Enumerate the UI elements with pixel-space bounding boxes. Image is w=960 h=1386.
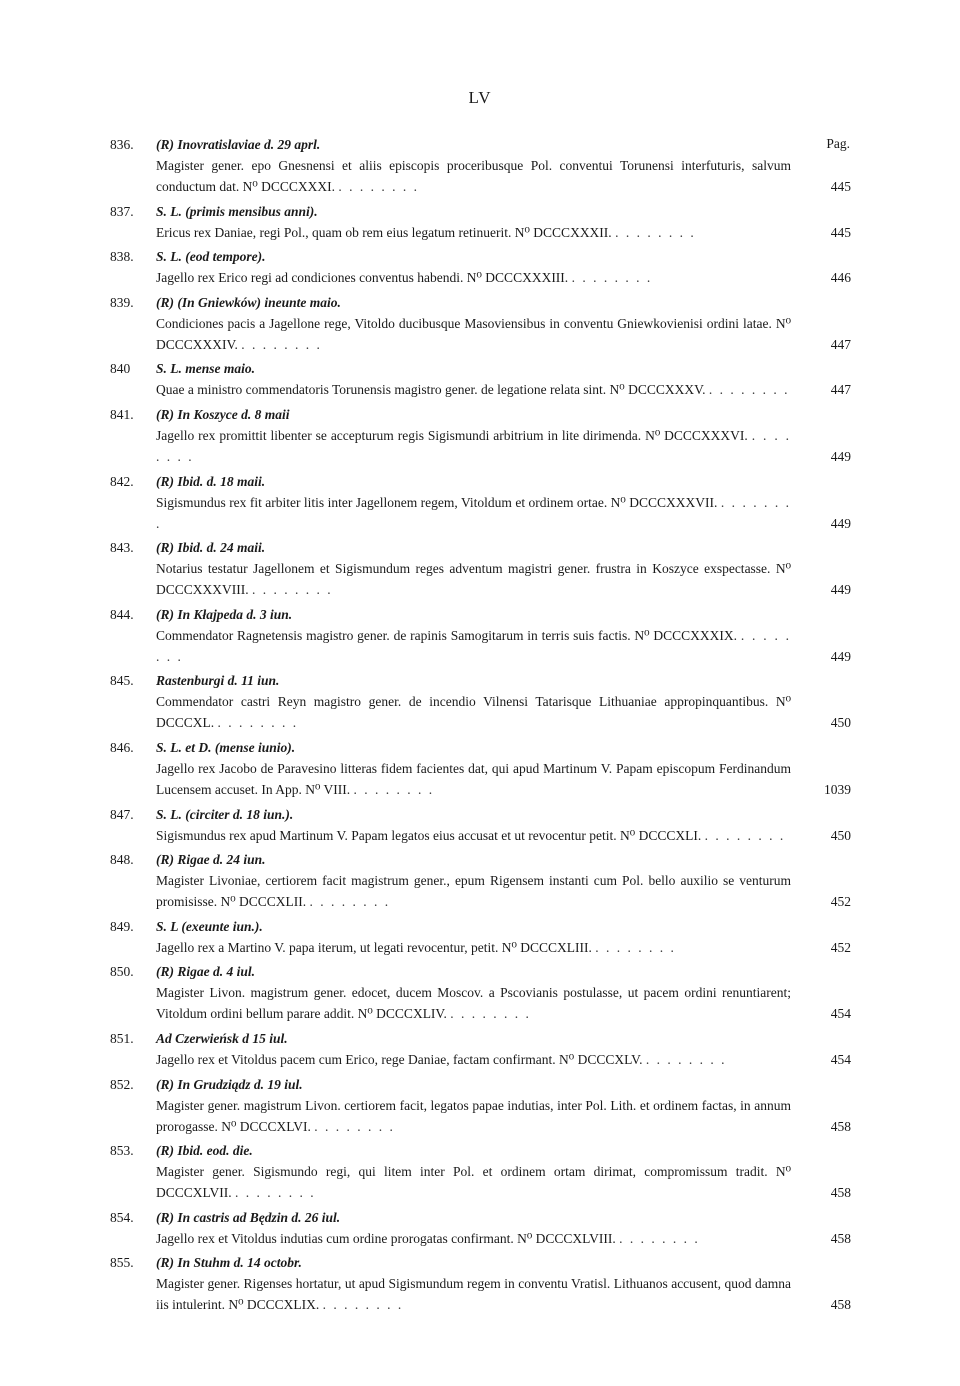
entry-number: 848. <box>110 852 134 868</box>
entry-heading <box>110 849 855 870</box>
dot-leader: . . . . . . . . <box>309 894 391 910</box>
entry-description <box>110 1095 855 1137</box>
entry-number: 853. <box>110 1143 134 1159</box>
entry-number: 837. <box>110 203 134 219</box>
entry-text: Magister gener. epo Gnesnensi et aliis episcopis proceribusque Pol. conventui Torunensi interfuturis, salvum conductum dat. N⁰ DCCCXXXI. <box>156 158 791 194</box>
entry-number: 836. <box>110 137 134 152</box>
entry-place-date: (R) Inovratislaviae d. 29 aprl. <box>156 137 321 152</box>
entry-description <box>110 558 855 600</box>
entry-place-date: S. L (exeunte iun.). <box>156 918 263 934</box>
entry-heading <box>110 134 855 155</box>
dot-leader: . . . . . . . . <box>217 715 299 731</box>
dot-leader: . . . . . . . . <box>619 1230 700 1246</box>
regest-entry <box>110 358 855 400</box>
entry-heading <box>110 404 855 425</box>
entry-text: Jagello rex a Martino V. papa iterum, ut legati revocentur, petit. N⁰ DCCCXLIII. <box>156 939 592 955</box>
entry-text: Sigismundus rex apud Martinum V. Papam legatos eius accusat et ut revocentur petit. N⁰ DCCCXLI. <box>156 827 702 843</box>
entry-heading <box>110 471 855 492</box>
entry-text: Jagello rex et Vitoldus indutias cum ordine prorogatas confirmant. N⁰ DCCCXLVIII. <box>156 1230 616 1246</box>
entry-heading <box>110 201 855 222</box>
dot-leader: . . . . . . . . <box>322 1297 404 1313</box>
entry-text: Quae a ministro commendatoris Torunensis magistro gener. de legatione relata sint. N⁰ DCCCXXXV. <box>156 382 706 398</box>
entry-description <box>110 425 855 467</box>
dot-leader: . . . . . . . . <box>314 1118 395 1134</box>
entry-place-date: Rastenburgi d. 11 iun. <box>156 673 280 689</box>
entry-text: Magister gener. Rigenses hortatur, ut apud Sigismundum regem in conventu Vratisl. Lithuanos accusent, quod damna iis intulerint. N⁰ DCCCXLIX. <box>156 1276 791 1313</box>
regest-entry <box>110 1207 855 1249</box>
dot-leader: . . . . . . . . <box>353 781 435 797</box>
regest-entry <box>110 1074 855 1137</box>
entry-place-date: S. L. et D. (mense iunio). <box>156 739 296 755</box>
dot-leader: . . . . . . . . <box>704 827 786 843</box>
entry-heading <box>110 1074 855 1095</box>
dot-leader: . . . . . . . . <box>450 1006 531 1022</box>
entry-number: 844. <box>110 606 134 622</box>
entry-heading <box>110 961 855 982</box>
entry-place-date: (R) In castris ad Będzin d. 26 iul. <box>156 1209 341 1225</box>
page-reference: 1039 <box>824 781 851 797</box>
entry-heading <box>110 292 855 313</box>
dot-leader: . . . . . . . . <box>615 224 696 240</box>
regest-entry <box>110 670 855 733</box>
entry-number: 839. <box>110 294 134 310</box>
entry-heading <box>110 737 855 758</box>
entry-heading <box>110 1028 855 1049</box>
dot-leader: . . . . . . . . <box>252 582 333 598</box>
entry-number: 851. <box>110 1030 134 1046</box>
entry-description <box>110 492 855 534</box>
dot-leader: . . . . . . . . <box>595 939 676 955</box>
page-reference: 450 <box>830 827 851 843</box>
entry-number: 843. <box>110 540 134 556</box>
regest-entry <box>110 471 855 534</box>
entry-description <box>110 222 855 243</box>
page-reference: 449 <box>830 648 851 664</box>
regest-entry <box>110 404 855 467</box>
entry-number: 849. <box>110 918 134 934</box>
regest-entry <box>110 1140 855 1203</box>
entry-description <box>110 313 855 355</box>
page-reference: 458 <box>830 1230 851 1246</box>
dot-leader: . . . . . . . . <box>241 336 322 352</box>
dot-leader: . . . . . . . . <box>156 494 792 531</box>
entry-text: Ericus rex Daniae, regi Pol., quam ob rem eius legatum retinuerit. N⁰ DCCCXXXII. <box>156 224 612 240</box>
page-header: LV <box>468 88 492 107</box>
regest-entry <box>110 1252 855 1315</box>
entry-heading <box>110 246 855 267</box>
entry-text: Sigismundus rex fit arbiter litis inter Jagellonem regem, Vitoldum et ordinem ortae. N⁰ DCCCXXXVII. <box>156 494 718 510</box>
entry-heading <box>110 1252 855 1273</box>
entry-description <box>110 625 855 667</box>
entry-place-date: (R) Ibid. d. 18 maii. <box>156 473 266 489</box>
entry-number: 846. <box>110 739 134 755</box>
regest-entry <box>110 737 855 800</box>
entry-text: Condiciones pacis a Jagellone rege, Vitoldo ducibusque Masoviensibus in conventu Gniewkovienisi ordini latae. N⁰ DCCCXXXIV. <box>156 315 791 352</box>
entry-place-date: (R) In Grudziądz d. 19 iul. <box>156 1076 303 1092</box>
entry-description <box>110 1273 855 1315</box>
entry-place-date: (R) In Kłajpeda d. 3 iun. <box>156 606 293 622</box>
entry-description <box>110 870 855 912</box>
entry-description <box>110 155 855 197</box>
entry-text: Jagello rex et Vitoldus pacem cum Erico, rege Daniae, factam confirmant. N⁰ DCCCXLV. <box>156 1051 643 1067</box>
entry-text: Magister gener. Sigismundo regi, qui litem inter Pol. et ordinem ortam dirimat, compromissum tradit. N⁰ DCCCXLVII. <box>156 1164 791 1201</box>
entry-heading <box>110 670 855 691</box>
entry-number: 845. <box>110 673 134 689</box>
regest-entry <box>110 961 855 1024</box>
regest-entry <box>110 134 855 197</box>
entry-text: Jagello rex Erico regi ad condiciones conventus habendi. N⁰ DCCCXXXIII. <box>156 270 569 286</box>
entry-place-date: (R) Rigae d. 4 iul. <box>156 964 256 980</box>
regest-entry <box>110 604 855 667</box>
dot-leader: . . . . . . . . <box>571 270 653 286</box>
entry-place-date: (R) In Stuhm d. 14 octobr. <box>156 1255 302 1271</box>
entry-place-date: (R) Rigae d. 24 iun. <box>156 852 266 868</box>
entry-text: Magister gener. magistrum Livon. certiorem facit, legatos papae indutias, inter Pol. Lith. et ordinem factas, in annum prorogasse. N⁰ DCCCXLVI. <box>156 1097 791 1134</box>
regest-entry <box>110 849 855 912</box>
entry-heading <box>110 537 855 558</box>
entry-number: 850. <box>110 964 134 980</box>
page-reference: 449 <box>830 582 851 598</box>
entry-description <box>110 825 855 846</box>
dot-leader: . . . . . . . . <box>235 1185 316 1201</box>
regest-entry <box>110 246 855 288</box>
page-reference: 458 <box>830 1297 851 1313</box>
entry-place-date: S. L. (eod tempore). <box>156 249 266 265</box>
page-reference: 452 <box>830 939 851 955</box>
regest-entry <box>110 1028 855 1070</box>
page-reference: 445 <box>830 224 851 240</box>
entry-place-date: S. L. (circiter d. 18 iun.). <box>156 806 294 822</box>
entry-number: 840 <box>110 361 131 377</box>
entry-heading <box>110 1207 855 1228</box>
entry-heading <box>110 358 855 379</box>
entry-place-date: (R) In Koszyce d. 8 maii <box>156 406 290 422</box>
dot-leader: . . . . . . . . <box>708 382 790 398</box>
entry-place-date: S. L. (primis mensibus anni). <box>156 203 318 219</box>
entry-heading <box>110 604 855 625</box>
regest-entry <box>110 537 855 600</box>
regest-list <box>110 134 855 1319</box>
entry-text: Commendator castri Reyn magistro gener. de incendio Vilnensi Tatarisque Lithuaniae appropinquantibus. N⁰ DCCCXL. <box>156 694 791 731</box>
entry-description <box>110 1228 855 1249</box>
entry-number: 855. <box>110 1255 134 1271</box>
entry-number: 847. <box>110 806 134 822</box>
dot-leader: . . . . . . . . <box>156 427 792 464</box>
dot-leader: . . . . . . . . <box>338 179 420 194</box>
entry-place-date: Ad Czerwieńsk d 15 iul. <box>156 1030 288 1046</box>
regest-entry <box>110 916 855 958</box>
page-reference: 458 <box>830 1185 851 1201</box>
page-reference: 449 <box>830 515 851 531</box>
entry-text: Magister Livon. magistrum gener. edocet, ducem Moscov. a Pscovianis postulasse, ut pacem ordini renuntiarent; Vitoldum ordini bellum parare addit. N⁰ DCCCXLIV. <box>156 985 791 1022</box>
entry-description <box>110 758 855 800</box>
entry-number: 842. <box>110 473 134 489</box>
dot-leader: . . . . . . . . <box>156 627 792 664</box>
page-reference: 447 <box>830 336 851 352</box>
entry-place-date: (R) (In Gniewków) ineunte maio. <box>156 294 341 310</box>
entry-place-date: (R) Ibid. eod. die. <box>156 1143 253 1159</box>
entry-heading <box>110 1140 855 1161</box>
entry-place-date: S. L. mense maio. <box>156 361 256 377</box>
entry-description <box>110 267 855 288</box>
entry-number: 838. <box>110 249 134 265</box>
entry-text: Jagello rex promittit libenter se accepturum regis Sigismundi arbitrium in lite dirimenda. N⁰ DCCCXXXVI. <box>156 427 748 443</box>
entry-number: 854. <box>110 1209 134 1225</box>
page-reference: 450 <box>830 715 851 731</box>
entry-description <box>110 982 855 1024</box>
dot-leader: . . . . . . . . <box>645 1051 727 1067</box>
regest-entry <box>110 292 855 355</box>
entry-number: 841. <box>110 406 134 422</box>
page-reference: 447 <box>830 382 851 398</box>
entry-description <box>110 691 855 733</box>
page-reference: 458 <box>830 1118 851 1134</box>
entry-heading <box>110 804 855 825</box>
pag-column-label: Pag. <box>826 136 850 151</box>
entry-text: Jagello rex Jacobo de Paravesino litteras fidem facientes dat, qui apud Martinum V. Papam episcopum Ferdinandum Lucensem accuset. In App. N⁰ VIII. <box>156 760 791 797</box>
entry-place-date: (R) Ibid. d. 24 maii. <box>156 540 266 556</box>
regest-entry <box>110 804 855 846</box>
entry-heading <box>110 916 855 937</box>
regest-entry <box>110 201 855 243</box>
page-reference: 454 <box>830 1006 851 1022</box>
page-reference: 446 <box>830 270 851 286</box>
entry-description <box>110 937 855 958</box>
entry-text: Magister Livoniae, certiorem facit magistrum gener., epum Rigensem instanti cum Pol. bello auxilio se venturum promisisse. N⁰ DCCCXLII. <box>156 873 791 910</box>
page-reference: 449 <box>830 448 851 464</box>
entry-number: 852. <box>110 1076 134 1092</box>
entry-description <box>110 1161 855 1203</box>
entry-description <box>110 379 855 400</box>
page-reference: 454 <box>830 1051 851 1067</box>
entry-text: Notarius testatur Jagellonem et Sigismundum reges adventum magistri gener. frustra in Koszyce exspectasse. N⁰ DCCCXXXVIII. <box>156 561 791 598</box>
entry-description <box>110 1049 855 1070</box>
page-reference: 452 <box>830 894 851 910</box>
page-reference: 445 <box>830 179 851 194</box>
entry-text: Commendator Ragnetensis magistro gener. de rapinis Samogitarum in terris suis factis. N⁰ DCCCXXXIX. <box>156 627 738 643</box>
